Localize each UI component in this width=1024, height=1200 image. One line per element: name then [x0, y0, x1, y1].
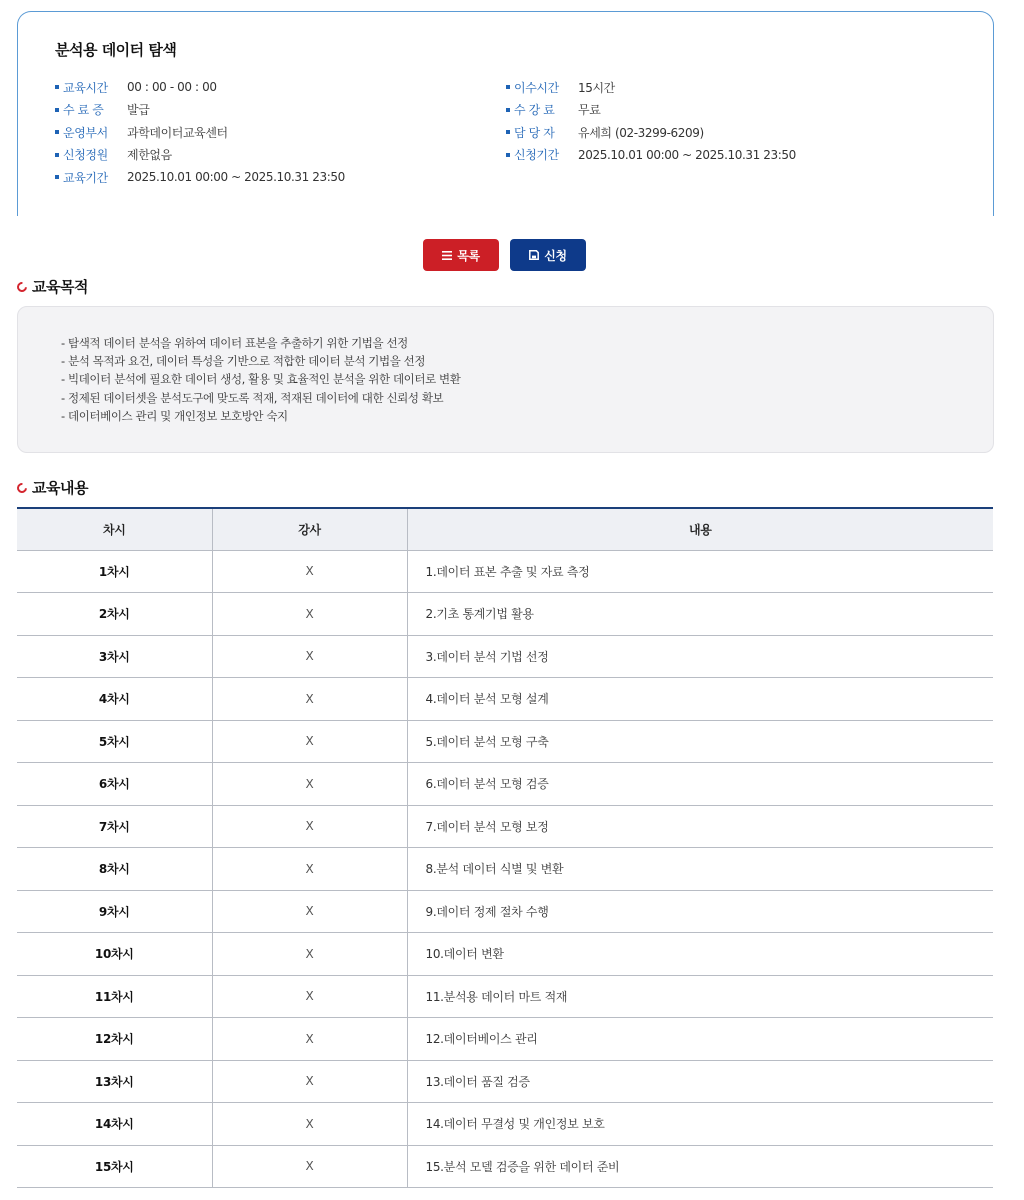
square-bullet-icon: [55, 175, 59, 179]
table-row: [17, 635, 993, 678]
instructor-cell: X: [212, 933, 407, 976]
content-title-text: 교육내용: [32, 479, 88, 497]
session-cell: 2차시: [17, 593, 212, 636]
session-cell: 3차시: [17, 635, 212, 678]
list-icon: [442, 251, 452, 260]
purpose-title-text: 교육목적: [32, 278, 88, 296]
purpose-box: [17, 306, 994, 453]
table-row: [17, 1060, 993, 1103]
topic-cell: 2.기초 통계기법 활용: [407, 593, 993, 636]
header-session: 차시: [17, 508, 212, 550]
info-row: [506, 99, 796, 122]
purpose-item: - 정제된 데이터셋을 분석도구에 맞도록 적재, 적재된 데이터에 대한 신뢰성 확보: [61, 390, 444, 405]
topic-cell: 14.데이터 무결성 및 개인정보 보호: [407, 1103, 993, 1146]
topic-cell: 15.분석 모델 검증을 위한 데이터 준비: [407, 1145, 993, 1188]
session-cell: 10차시: [17, 933, 212, 976]
table-row: [17, 550, 993, 593]
topic-cell: 9.데이터 정제 절차 수행: [407, 890, 993, 933]
instructor-cell: X: [212, 975, 407, 1018]
info-row: [506, 121, 796, 144]
session-cell: 14차시: [17, 1103, 212, 1146]
info-row: [55, 166, 345, 189]
square-bullet-icon: [55, 108, 59, 112]
session-cell: 4차시: [17, 678, 212, 721]
instructor-cell: X: [212, 805, 407, 848]
info-value: 발급: [127, 103, 150, 118]
topic-cell: 8.분석 데이터 식별 및 변환: [407, 848, 993, 891]
table-row: [17, 848, 993, 891]
info-row: [55, 76, 345, 99]
instructor-cell: X: [212, 890, 407, 933]
session-cell: 8차시: [17, 848, 212, 891]
session-cell: 9차시: [17, 890, 212, 933]
purpose-item: - 분석 목적과 요건, 데이터 특성을 기반으로 적합한 데이터 분석 기법을 선정: [61, 354, 426, 369]
info-row: [506, 76, 796, 99]
info-label: 신청정원: [63, 148, 108, 163]
info-row: [506, 144, 796, 167]
purpose-item: - 데이터베이스 관리 및 개인정보 보호방안 숙지: [61, 408, 288, 423]
square-bullet-icon: [506, 130, 510, 134]
square-bullet-icon: [55, 130, 59, 134]
instructor-cell: X: [212, 1018, 407, 1061]
square-bullet-icon: [506, 85, 510, 89]
apply-button[interactable]: [510, 239, 586, 271]
list-button-label: 목록: [457, 248, 480, 263]
session-cell: 11차시: [17, 975, 212, 1018]
table-row: [17, 1103, 993, 1146]
session-cell: 1차시: [17, 550, 212, 593]
session-cell: 6차시: [17, 763, 212, 806]
info-value: 무료: [578, 103, 601, 118]
instructor-cell: X: [212, 720, 407, 763]
session-cell: 12차시: [17, 1018, 212, 1061]
square-bullet-icon: [506, 108, 510, 112]
instructor-cell: X: [212, 1060, 407, 1103]
square-bullet-icon: [55, 153, 59, 157]
topic-cell: 3.데이터 분석 기법 선정: [407, 635, 993, 678]
table-header-row: [17, 508, 993, 550]
course-info-left: [55, 76, 345, 189]
info-value: 제한없음: [127, 148, 172, 163]
header-instructor: 강사: [212, 508, 407, 550]
info-label: 수 강 료: [514, 103, 555, 118]
table-row: [17, 933, 993, 976]
info-value: 00 : 00 - 00 : 00: [127, 80, 217, 95]
list-button[interactable]: [423, 239, 499, 271]
topic-cell: 1.데이터 표본 추출 및 자료 측정: [407, 550, 993, 593]
topic-cell: 10.데이터 변환: [407, 933, 993, 976]
info-row: [55, 121, 345, 144]
purpose-item: - 빅데이터 분석에 필요한 데이터 생성, 활용 및 효율적인 분석을 위한 데이터로 변환: [61, 372, 461, 387]
save-icon: [529, 250, 539, 260]
instructor-cell: X: [212, 1103, 407, 1146]
course-info-right: [506, 76, 796, 166]
content-section-title: [17, 477, 88, 498]
info-row: [55, 99, 345, 122]
info-value: 과학데이터교육센터: [127, 125, 228, 140]
info-label: 수 료 증: [63, 103, 104, 118]
instructor-cell: X: [212, 593, 407, 636]
action-buttons: [0, 239, 1024, 271]
course-title: 분석용 데이터 탐색: [55, 41, 177, 59]
info-label: 교육시간: [63, 80, 108, 95]
topic-cell: 6.데이터 분석 모형 검증: [407, 763, 993, 806]
topic-cell: 5.데이터 분석 모형 구축: [407, 720, 993, 763]
info-row: [55, 144, 345, 167]
topic-cell: 11.분석용 데이터 마트 적재: [407, 975, 993, 1018]
square-bullet-icon: [55, 85, 59, 89]
table-row: [17, 1145, 993, 1188]
topic-cell: 7.데이터 분석 모형 보정: [407, 805, 993, 848]
info-label: 신청기간: [514, 148, 559, 163]
table-row: [17, 593, 993, 636]
info-value: 유세희 (02-3299-6209): [578, 125, 704, 140]
table-row: [17, 720, 993, 763]
table-row: [17, 1018, 993, 1061]
info-label: 운영부서: [63, 125, 108, 140]
session-cell: 7차시: [17, 805, 212, 848]
purpose-list: [61, 334, 993, 425]
square-bullet-icon: [506, 153, 510, 157]
instructor-cell: X: [212, 550, 407, 593]
table-row: [17, 890, 993, 933]
session-cell: 5차시: [17, 720, 212, 763]
purpose-section-title: [17, 276, 88, 297]
session-cell: 13차시: [17, 1060, 212, 1103]
apply-button-label: 신청: [544, 248, 567, 263]
table-row: [17, 678, 993, 721]
info-value: 2025.10.01 00:00 ~ 2025.10.31 23:50: [127, 170, 345, 185]
table-row: [17, 763, 993, 806]
info-value: 15시간: [578, 80, 615, 95]
topic-cell: 13.데이터 품질 검증: [407, 1060, 993, 1103]
section-bullet-icon: [15, 480, 29, 494]
topic-cell: 4.데이터 분석 모형 설계: [407, 678, 993, 721]
info-label: 교육기간: [63, 170, 108, 185]
instructor-cell: X: [212, 763, 407, 806]
info-value: 2025.10.01 00:00 ~ 2025.10.31 23:50: [578, 147, 796, 162]
instructor-cell: X: [212, 848, 407, 891]
topic-cell: 12.데이터베이스 관리: [407, 1018, 993, 1061]
table-row: [17, 805, 993, 848]
header-topic: 내용: [407, 508, 993, 550]
section-bullet-icon: [15, 279, 29, 293]
info-label: 이수시간: [514, 80, 559, 95]
table-row: [17, 975, 993, 1018]
instructor-cell: X: [212, 678, 407, 721]
purpose-item: - 탐색적 데이터 분석을 위하여 데이터 표본을 추출하기 위한 기법을 선정: [61, 336, 408, 350]
curriculum-table: [17, 507, 993, 1188]
instructor-cell: X: [212, 635, 407, 678]
session-cell: 15차시: [17, 1145, 212, 1188]
info-label: 담 당 자: [514, 125, 555, 140]
course-info-card: [17, 11, 994, 216]
instructor-cell: X: [212, 1145, 407, 1188]
